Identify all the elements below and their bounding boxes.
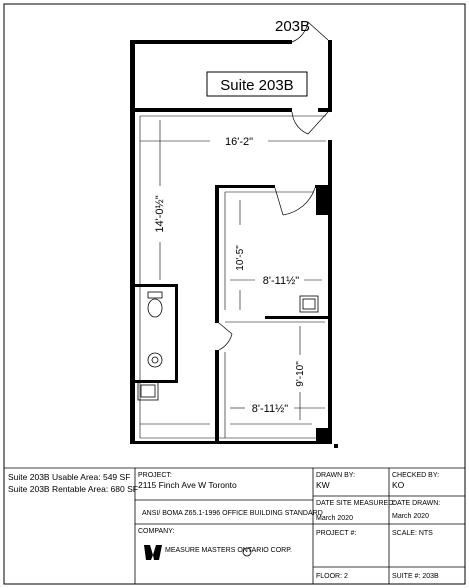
company-name: MEASURE MASTERS ONTARIO CORP. xyxy=(165,547,292,554)
floor-label: FLOOR: 2 xyxy=(316,573,348,580)
project-number-label: PROJECT #: xyxy=(316,530,357,537)
rentable-area: Suite 203B Rentable Area: 680 SF xyxy=(8,484,138,494)
toilet-fixture xyxy=(148,292,162,317)
date-site-label: DATE SITE MEASURED: xyxy=(316,500,396,507)
walls xyxy=(130,40,338,448)
room-sink-fixture xyxy=(300,296,318,312)
checked-by-value: KO xyxy=(392,480,405,490)
dim-room-width-lower: 8'-11½" xyxy=(251,403,289,415)
drawn-by-value: KW xyxy=(316,480,330,490)
dim-room-height-lower: 9'-10" xyxy=(295,361,306,387)
checked-by-label: CHECKED BY: xyxy=(392,472,440,479)
project-label: PROJECT: xyxy=(138,472,172,479)
standard-text: ANSI/ BOMA Z65.1-1996 OFFICE BUILDING STANDARD xyxy=(142,510,323,517)
dim-width-top: 16'-2" xyxy=(224,136,254,148)
date-site-value: March 2020 xyxy=(316,515,353,522)
drawn-by-label: DRAWN BY: xyxy=(316,472,356,479)
date-drawn-label: DATE DRAWN: xyxy=(392,500,441,507)
project-value: 2115 Finch Ave W Toronto xyxy=(138,480,237,490)
company-logo-icon xyxy=(144,545,162,560)
company-label: COMPANY: xyxy=(138,528,175,535)
kitchen-sink-fixture xyxy=(138,382,158,400)
date-drawn-value: March 2020 xyxy=(392,513,429,520)
suite-label: Suite 203B xyxy=(220,77,294,94)
scale-label: SCALE: NTS xyxy=(392,530,433,537)
usable-area: Suite 203B Usable Area: 549 SF xyxy=(8,472,131,482)
dim-room-height: 10'-5" xyxy=(235,245,246,271)
unit-number: 203B xyxy=(275,18,311,35)
dim-room-width-upper: 8'-11½" xyxy=(262,275,300,287)
dim-height-left: 14'-0½" xyxy=(154,195,166,233)
bathroom-sink-fixture xyxy=(148,353,162,367)
suite-number-label: SUITE #: 203B xyxy=(392,573,439,580)
